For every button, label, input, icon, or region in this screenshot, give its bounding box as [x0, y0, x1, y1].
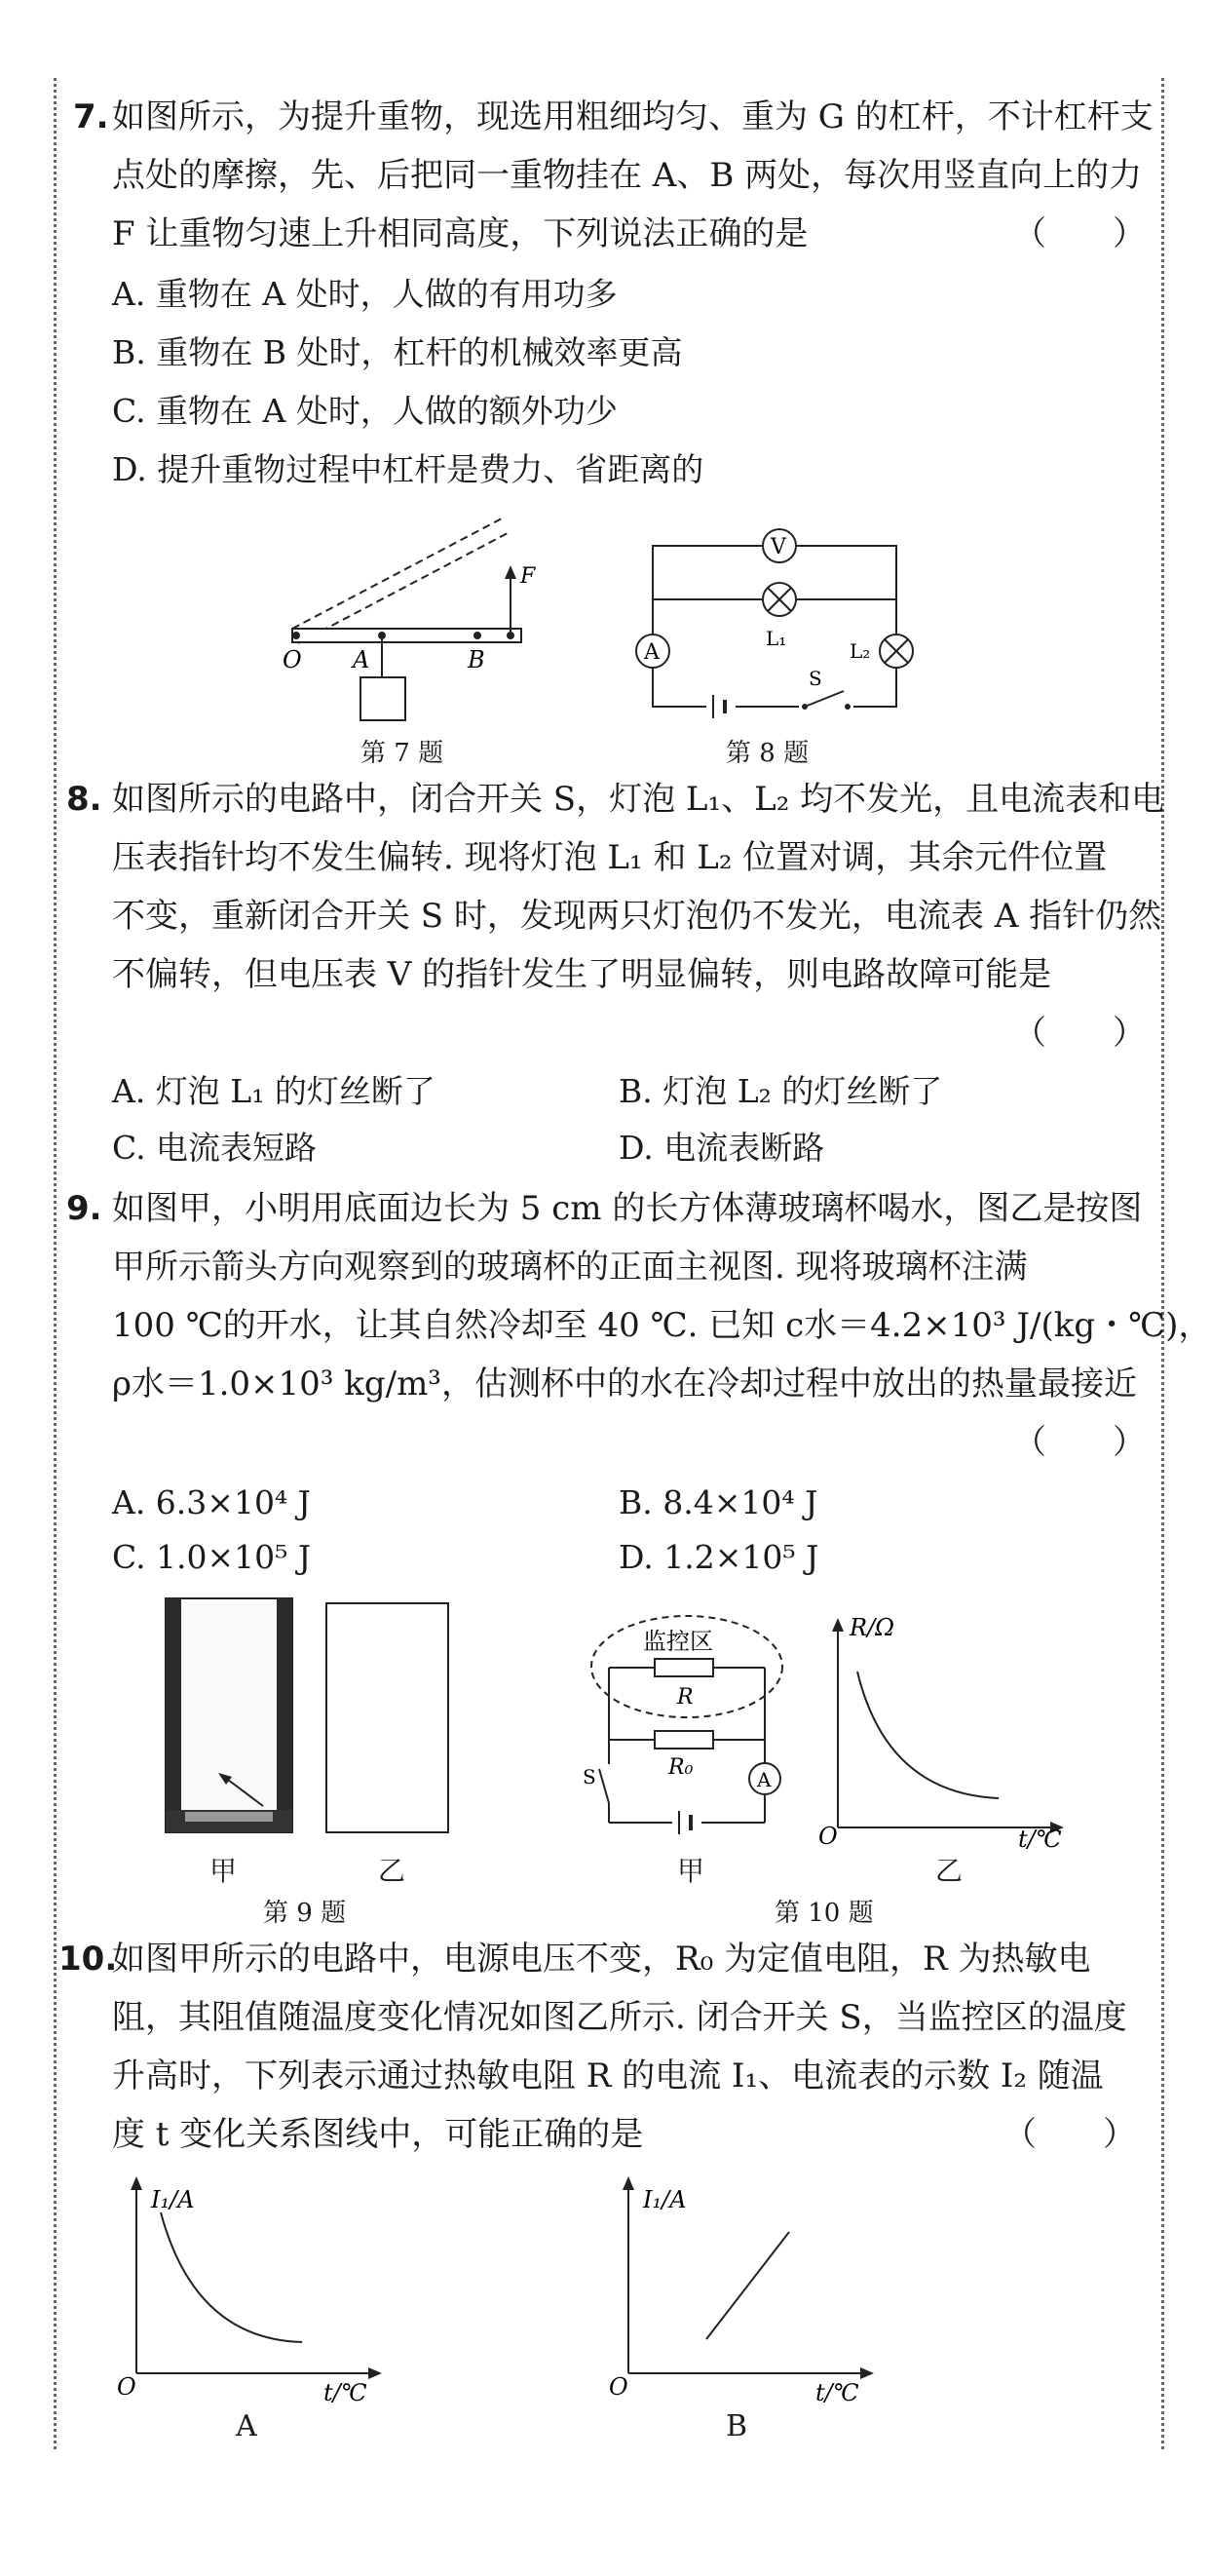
right-margin-rule — [1161, 78, 1164, 2449]
x-axis-label: t/℃ — [815, 2379, 859, 2406]
pivot-label: O — [283, 646, 302, 673]
option-b: B. 灯泡 L₂ 的灯丝断了 — [619, 1072, 943, 1110]
resistor-r0-label: R₀ — [668, 1755, 694, 1780]
question-text-line: 不变，重新闭合开关 S 时，发现两只灯泡仍不发光，电流表 A 指针仍然 — [112, 897, 1162, 936]
option-a: A. 6.3×10⁴ J — [112, 1483, 311, 1521]
lamp-l2-label: L₂ — [850, 639, 871, 663]
option-d: D. 提升重物过程中杠杆是费力、省距离的 — [112, 450, 704, 488]
y-axis-label: I₁/A — [151, 2186, 195, 2213]
figure-10-label-yi: 乙 — [935, 1855, 964, 1887]
option-c: C. 重物在 A 处时，人做的额外功少 — [112, 392, 618, 430]
graph-option-b-label: B — [726, 2409, 748, 2443]
figure-9-label-yi: 乙 — [378, 1855, 406, 1887]
ammeter-label: A — [644, 640, 660, 665]
x-axis-label: t/℃ — [323, 2379, 367, 2406]
figure-8-circuit — [624, 521, 916, 726]
question-number: 9. — [66, 1189, 102, 1228]
figure-7-lever — [263, 507, 546, 731]
question-number: 8. — [66, 780, 102, 819]
lamp-l1-label: L₁ — [766, 627, 787, 650]
option-c: C. 电流表短路 — [112, 1129, 318, 1167]
voltmeter-label: V — [771, 535, 786, 559]
origin-label: O — [818, 1823, 838, 1850]
answer-parentheses: （ ） — [1013, 1423, 1146, 1462]
switch-label: S — [809, 667, 822, 690]
answer-parentheses: （ ） — [1013, 1014, 1146, 1053]
figure-9-caption: 第 9 题 — [263, 1899, 347, 1928]
y-axis-label: I₁/A — [643, 2186, 687, 2213]
option-a: A. 灯泡 L₁ 的灯丝断了 — [112, 1072, 435, 1110]
figure-8-caption: 第 8 题 — [726, 739, 810, 768]
left-margin-rule — [54, 78, 57, 2449]
graph-option-a-label: A — [236, 2409, 257, 2443]
graph-option-a — [107, 2169, 399, 2406]
question-text-line: 甲所示箭头方向观察到的玻璃杯的正面主视图. 现将玻璃杯注满 — [112, 1248, 1028, 1287]
option-a: A. 重物在 A 处时，人做的有用功多 — [112, 275, 618, 313]
question-text-line: 升高时，下列表示通过热敏电阻 R 的电流 I₁、电流表的示数 I₂ 随温 — [112, 2057, 1104, 2095]
question-text-line: ρ水＝1.0×10³ kg/m³，估测杯中的水在冷却过程中放出的热量最接近 — [112, 1365, 1137, 1403]
graph-option-b — [599, 2169, 891, 2406]
monitor-zone-label: 监控区 — [643, 1628, 713, 1655]
switch-label: S — [583, 1765, 596, 1788]
figure-10-caption: 第 10 题 — [775, 1899, 874, 1928]
question-number: 10. — [58, 1940, 118, 1979]
question-text-line: 点处的摩擦，先、后把同一重物挂在 A、B 两处，每次用竖直向上的力 — [112, 156, 1143, 195]
figure-9-glass — [156, 1594, 468, 1847]
question-text-line: 不偏转，但电压表 V 的指针发生了明显偏转，则电路故障可能是 — [112, 955, 1052, 994]
question-text-line: 阻，其阻值随温度变化情况如图乙所示. 闭合开关 S，当监控区的温度 — [112, 1998, 1127, 2037]
question-text-line: 度 t 变化关系图线中，可能正确的是 — [112, 2115, 644, 2154]
option-b: B. 重物在 B 处时，杠杆的机械效率更高 — [112, 333, 683, 371]
figure-10-circuit — [585, 1608, 809, 1852]
origin-label: O — [117, 2373, 136, 2401]
y-axis-label: R/Ω — [850, 1614, 895, 1641]
point-a-label: A — [353, 646, 370, 673]
answer-parentheses: （ ） — [1013, 214, 1146, 253]
question-text-line: F 让重物匀速上升相同高度，下列说法正确的是 — [112, 214, 809, 253]
question-text-line: 如图所示，为提升重物，现选用粗细均匀、重为 G 的杠杆，不计杠杆支 — [112, 97, 1154, 136]
x-axis-label: t/℃ — [1018, 1826, 1062, 1853]
option-d: D. 1.2×10⁵ J — [619, 1538, 819, 1576]
origin-label: O — [609, 2373, 628, 2401]
option-d: D. 电流表断路 — [619, 1129, 825, 1167]
figure-9-label-jia: 甲 — [209, 1855, 238, 1887]
question-text-line: 100 ℃的开水，让其自然冷却至 40 ℃. 已知 c水＝4.2×10³ J/(kg・℃)， — [112, 1306, 1211, 1345]
question-text-line: 如图甲所示的电路中，电源电压不变，R₀ 为定值电阻，R 为热敏电 — [112, 1940, 1091, 1979]
option-c: C. 1.0×10⁵ J — [112, 1538, 312, 1576]
figure-10-label-jia: 甲 — [677, 1855, 705, 1887]
answer-parentheses: （ ） — [1003, 2115, 1136, 2154]
question-text-line: 如图甲，小明用底面边长为 5 cm 的长方体薄玻璃杯喝水，图乙是按图 — [112, 1189, 1143, 1228]
resistor-r-label: R — [677, 1685, 694, 1710]
figure-10-graph — [809, 1608, 1081, 1852]
question-text-line: 如图所示的电路中，闭合开关 S，灯泡 L₁、L₂ 均不发光，且电流表和电 — [112, 780, 1165, 819]
question-text-line: 压表指针均不发生偏转. 现将灯泡 L₁ 和 L₂ 位置对调，其余元件位置 — [112, 838, 1108, 877]
force-label: F — [520, 564, 536, 589]
figure-7-caption: 第 7 题 — [360, 739, 444, 768]
option-b: B. 8.4×10⁴ J — [619, 1483, 818, 1521]
point-b-label: B — [468, 646, 485, 673]
ammeter-label: A — [757, 1768, 772, 1791]
question-number: 7. — [73, 97, 109, 136]
